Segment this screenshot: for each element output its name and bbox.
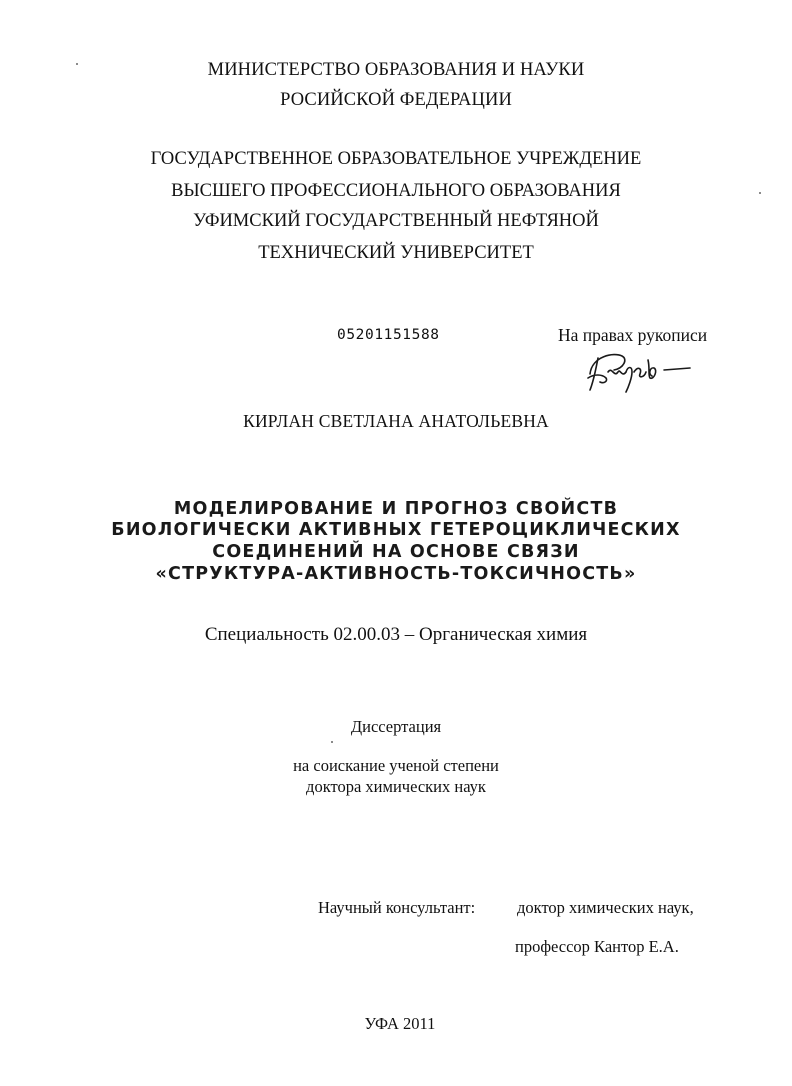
scan-speck: [76, 63, 78, 65]
author-name: КИРЛАН СВЕТЛАНА АНАТОЛЬЕВНА: [243, 411, 549, 431]
institution-line-2: ВЫСШЕГО ПРОФЕССИОНАЛЬНОГО ОБРАЗОВАНИЯ: [171, 181, 621, 201]
manuscript-rights: На правах рукописи: [558, 325, 708, 345]
advisor-label: Научный консультант:: [318, 898, 476, 917]
scan-speck: [331, 741, 333, 743]
institution-line-1: ГОСУДАРСТВЕННОЕ ОБРАЗОВАТЕЛЬНОЕ УЧРЕЖДЕНИЕ: [150, 149, 642, 169]
catalog-number: 05201151588: [337, 327, 440, 343]
ministry-line-2: РОСИЙСКОЙ ФЕДЕРАЦИИ: [280, 90, 512, 110]
scan-speck: [759, 192, 761, 194]
ministry-line-1: МИНИСТЕРСТВО ОБРАЗОВАНИЯ И НАУКИ: [207, 60, 585, 80]
thesis-title-line-4: «СТРУКТУРА-АКТИВНОСТЬ-ТОКСИЧНОСТЬ»: [155, 564, 637, 584]
advisor-name: профессор Кантор Е.А.: [515, 937, 679, 956]
institution-line-4: ТЕХНИЧЕСКИЙ УНИВЕРСИТЕТ: [258, 243, 534, 263]
thesis-title-line-1: МОДЕЛИРОВАНИЕ И ПРОГНОЗ СВОЙСТВ: [173, 499, 619, 519]
institution-line-3: УФИМСКИЙ ГОСУДАРСТВЕННЫЙ НЕФТЯНОЙ: [193, 211, 599, 231]
thesis-title-line-3: СОЕДИНЕНИЙ НА ОСНОВЕ СВЯЗИ: [212, 542, 580, 562]
document-type: Диссертация: [350, 717, 442, 736]
degree-line-1: на соискание ученой степени: [293, 756, 499, 775]
place-year: УФА 2011: [364, 1014, 436, 1033]
specialty: Специальность 02.00.03 – Органическая химия: [204, 624, 588, 645]
advisor-degree: доктор химических наук,: [517, 898, 694, 917]
degree-line-2: доктора химических наук: [306, 777, 486, 796]
thesis-title-line-2: БИОЛОГИЧЕСКИ АКТИВНЫХ ГЕТЕРОЦИКЛИЧЕСКИХ: [111, 520, 681, 540]
handwritten-signature-icon: [584, 348, 702, 394]
